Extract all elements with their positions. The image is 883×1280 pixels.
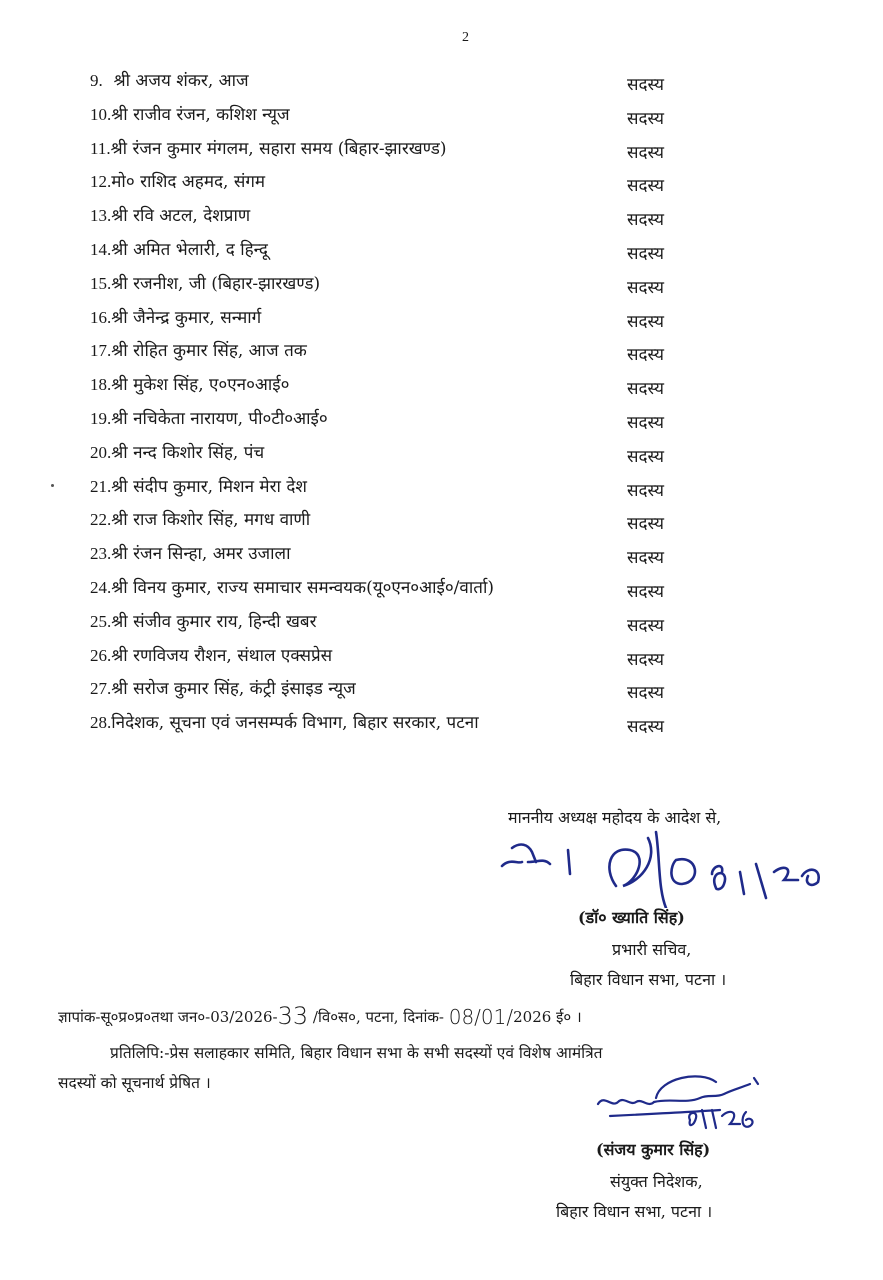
member-number: 17. xyxy=(90,341,112,361)
member-role: सदस्य xyxy=(627,210,664,231)
stray-mark xyxy=(51,484,54,487)
member-role: सदस्य xyxy=(627,446,664,467)
member-number: 21. xyxy=(90,476,112,496)
member-name: श्री रणविजय रौशन, संथाल एक्सप्रेस xyxy=(111,645,333,666)
member-row xyxy=(90,641,690,675)
member-role: सदस्य xyxy=(627,108,664,129)
reference-date: 08/01/ xyxy=(448,1005,514,1029)
member-name: श्री अमित भेलारी, द हिन्दू xyxy=(111,239,268,260)
reference-number: 33 xyxy=(277,1002,309,1030)
member-number: 11. xyxy=(90,138,111,158)
member-row xyxy=(90,674,690,708)
member-row xyxy=(90,404,690,438)
member-role: सदस्य xyxy=(627,412,664,433)
member-row xyxy=(90,303,690,337)
member-name: श्री सरोज कुमार सिंह, कंट्री इंसाइड न्यूज xyxy=(111,679,356,700)
member-name: श्री मुकेश सिंह, ए०एन०आई० xyxy=(111,375,290,396)
member-row xyxy=(90,472,690,506)
member-name: मो० राशिद अहमद, संगम xyxy=(111,172,266,193)
member-role: सदस्य xyxy=(627,615,664,636)
signer-office: बिहार विधान सभा, पटना । xyxy=(570,970,727,989)
member-name: श्री संजीव कुमार राय, हिन्दी खबर xyxy=(111,611,317,632)
member-name: श्री रजनीश, जी (बिहार-झारखण्ड) xyxy=(111,273,321,294)
member-row xyxy=(90,539,690,573)
signer-designation: प्रभारी सचिव, xyxy=(612,940,692,959)
member-role: सदस्य xyxy=(627,345,664,366)
member-row xyxy=(90,573,690,607)
reference-prefix: ज्ञापांक-सू०प्र०प्र०तथा जन०-03/2026- xyxy=(58,1008,278,1026)
member-row xyxy=(90,607,690,641)
member-name: श्री रंजन कुमार मंगलम, सहारा समय (बिहार-झारखण्ड) xyxy=(110,138,447,159)
member-role: सदस्य xyxy=(627,649,664,670)
member-number: 26. xyxy=(90,645,112,665)
member-role: सदस्य xyxy=(627,142,664,163)
signature-joint-director xyxy=(590,1068,780,1138)
member-name: श्री राज किशोर सिंह, मगध वाणी xyxy=(111,510,311,531)
member-role: सदस्य xyxy=(627,548,664,569)
member-number: 20. xyxy=(90,442,112,462)
signature-secretary xyxy=(498,828,838,908)
member-role: सदस्य xyxy=(627,581,664,602)
member-role: सदस्य xyxy=(627,311,664,332)
member-name: श्री नचिकेता नारायण, पी०टी०आई० xyxy=(111,408,328,429)
member-name: श्री संदीप कुमार, मिशन मेरा देश xyxy=(111,476,307,497)
member-number: 27. xyxy=(90,679,112,699)
member-role: सदस्य xyxy=(627,176,664,197)
member-role: सदस्य xyxy=(627,514,664,535)
member-row xyxy=(90,336,690,370)
member-number: 9. xyxy=(90,71,103,90)
member-number: 19. xyxy=(90,408,112,428)
member-row xyxy=(90,269,690,303)
member-number: 23. xyxy=(90,544,112,564)
member-number: 24. xyxy=(90,577,112,597)
copy-text-line2: सदस्यों को सूचनार्थ प्रेषित । xyxy=(58,1074,211,1092)
member-row xyxy=(90,438,690,472)
signer2-designation: संयुक्त निदेशक, xyxy=(610,1172,703,1191)
member-row xyxy=(90,66,690,100)
member-row xyxy=(90,370,690,404)
member-number: 14. xyxy=(90,239,112,259)
member-row xyxy=(90,201,690,235)
member-name: श्री रंजन सिन्हा, अमर उजाला xyxy=(111,544,291,565)
member-name: श्री अजय शंकर, आज xyxy=(113,71,249,91)
member-role: सदस्य xyxy=(627,683,664,704)
signer2-name: (संजय कुमार सिंह) xyxy=(596,1140,711,1159)
member-number: 16. xyxy=(90,307,112,327)
member-number: 28. xyxy=(90,713,112,733)
member-role: सदस्य xyxy=(627,243,664,264)
member-list xyxy=(90,66,690,742)
member-number: 10. xyxy=(90,104,112,124)
reference-year: 2026 ई० । xyxy=(513,1008,582,1026)
member-name: श्री रोहित कुमार सिंह, आज तक xyxy=(111,341,307,362)
member-name: श्री रवि अटल, देशप्राण xyxy=(111,206,251,227)
signer2-office: बिहार विधान सभा, पटना । xyxy=(556,1202,713,1221)
member-name: श्री राजीव रंजन, कशिश न्यूज xyxy=(111,104,290,125)
member-row xyxy=(90,505,690,539)
member-number: 22. xyxy=(90,510,112,530)
member-role: सदस्य xyxy=(627,480,664,501)
reference-middle: /वि०स०, पटना, दिनांक- xyxy=(308,1008,449,1026)
member-role: सदस्य xyxy=(627,379,664,400)
member-name: श्री नन्द किशोर सिंह, पंच xyxy=(111,442,265,463)
order-line: माननीय अध्यक्ष महोदय के आदेश से, xyxy=(508,808,722,827)
signer-name: (डॉ० ख्याति सिंह) xyxy=(578,908,685,927)
member-role: सदस्य xyxy=(627,277,664,298)
member-number: 25. xyxy=(90,611,112,631)
member-number: 15. xyxy=(90,273,112,293)
member-number: 12. xyxy=(90,172,112,192)
member-number: 18. xyxy=(90,375,112,395)
member-name: श्री जैनेन्द्र कुमार, सन्मार्ग xyxy=(111,307,262,328)
member-name: निदेशक, सूचना एवं जनसम्पर्क विभाग, बिहार सरकार, पटना xyxy=(111,713,479,734)
member-role: सदस्य xyxy=(627,75,664,95)
member-name: श्री विनय कुमार, राज्य समाचार समन्वयक(यू०एन०आई०/वार्ता) xyxy=(111,577,494,598)
copy-text-line1: प्रतिलिपि:-प्रेस सलाहकार समिति, बिहार विधान सभा के सभी सदस्यों एवं विशेष आमंत्रित xyxy=(110,1044,603,1062)
member-row xyxy=(90,167,690,201)
member-number: 13. xyxy=(90,206,112,226)
member-role: सदस्य xyxy=(627,717,664,738)
member-row xyxy=(90,100,690,134)
member-row xyxy=(90,708,690,742)
member-row xyxy=(90,134,690,168)
page-number: 2 xyxy=(462,30,469,45)
member-row xyxy=(90,235,690,269)
reference-line xyxy=(58,1002,582,1030)
